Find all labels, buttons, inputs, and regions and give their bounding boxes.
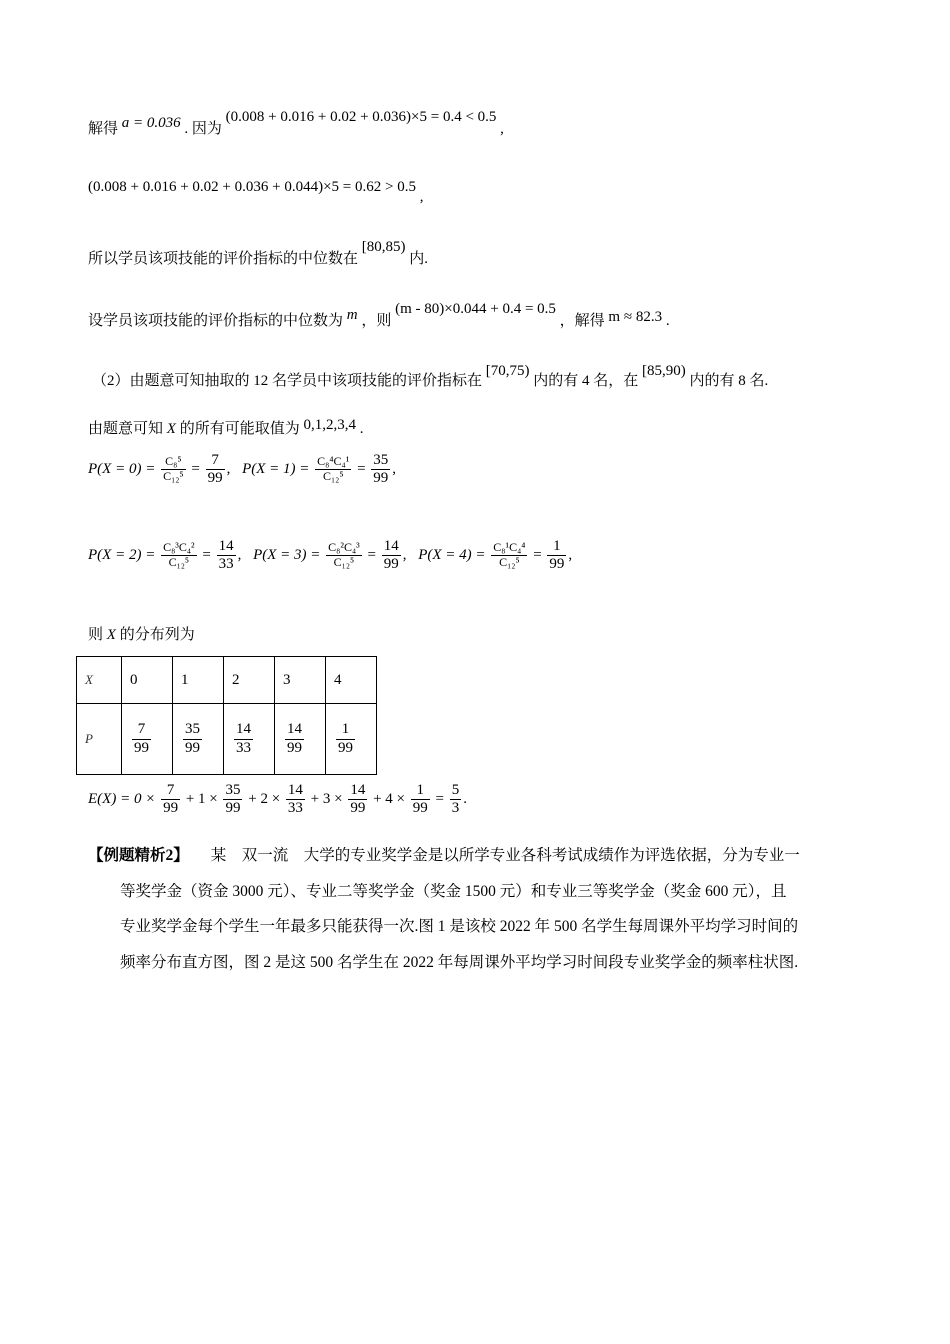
- res-num: 14: [383, 538, 399, 554]
- text: ,: [500, 121, 504, 137]
- expectation-line: [88, 782, 467, 818]
- exp-fraction: [286, 782, 305, 818]
- example-line: 专业奖学金每个学生一年最多只能获得一次.图 1 是该校 2022 年 500 名学生每周课外平均学习时间的: [120, 918, 799, 936]
- exp-op: + 3 ×: [310, 791, 343, 808]
- exp-fraction: [348, 782, 367, 818]
- table-cell-x: 1: [173, 657, 224, 704]
- table-cell-p: [173, 704, 224, 775]
- text: 则: [88, 627, 104, 643]
- table-row-x: [77, 657, 377, 704]
- solution-line-2: [88, 178, 424, 205]
- exp-fraction: [223, 782, 242, 818]
- prob-lhs: P(X = 3) =: [253, 547, 321, 564]
- solution-line-1: [88, 109, 504, 140]
- comb-fraction: [161, 455, 186, 484]
- separator: ,: [237, 547, 242, 564]
- comb-num: C₈⁴C₄¹: [317, 454, 350, 469]
- text: .: [665, 313, 670, 329]
- comb-den: C₁₂⁵: [491, 555, 527, 570]
- res-den: 99: [549, 556, 565, 573]
- p-num: 14: [287, 721, 302, 738]
- text: 由题意可知: [88, 421, 164, 437]
- res-num: 7: [211, 452, 219, 468]
- comb-den: C₁₂⁵: [161, 555, 197, 570]
- text: 内的有 4 名，在: [533, 373, 639, 389]
- values-line: [88, 417, 364, 440]
- prob-lhs: P(X = 4) =: [418, 547, 486, 564]
- text: ，解得: [559, 313, 605, 329]
- p-den: 99: [287, 739, 302, 756]
- res-den: 99: [207, 470, 223, 487]
- solution-line-4: [88, 301, 670, 332]
- probability-row-1: [88, 452, 396, 488]
- separator: ,: [226, 461, 231, 478]
- text: 所以学员该项技能的评价指标的中位数在: [88, 251, 359, 267]
- comb-num: C₈¹C₄⁴: [493, 540, 526, 555]
- exp-num: 14: [350, 782, 366, 798]
- exp-fraction: [161, 782, 180, 818]
- prob-eq-2: P(X = 2) = $\frac{\text{C₈³C₄²}}{\text{C₁₂⁵}}$ = $\frac{14}{33}$ ,: [88, 538, 242, 573]
- math-var: X: [166, 421, 176, 437]
- comb-num: C₈³C₄²: [163, 540, 195, 555]
- separator: ,: [392, 461, 397, 478]
- res-num: 1: [553, 538, 561, 554]
- text: 设学员该项技能的评价指标的中位数为: [88, 313, 344, 329]
- exp-op: + 1 ×: [185, 791, 218, 808]
- text: ，则: [361, 313, 392, 329]
- comb-num: C₈⁵: [165, 454, 182, 469]
- table-cell-p: [275, 704, 326, 775]
- res-den: 99: [373, 470, 389, 487]
- probability-row-2: [88, 538, 572, 574]
- table-cell-p: [122, 704, 173, 775]
- example-first-line: 某 双一流 大学的专业奖学金是以所学专业各科考试成绩作为评选依据，分为专业一: [210, 847, 800, 864]
- table-row-p: [77, 704, 377, 775]
- example-line: 频率分布直方图，图 2 是这 500 名学生在 2022 年每周课外平均学习时间段专业奖学金的频率柱状图.: [120, 953, 799, 971]
- exp-den: 3: [451, 800, 460, 817]
- math-expression: (0.008 + 0.016 + 0.02 + 0.036)×5 = 0.4 < 0.5: [225, 109, 497, 125]
- comb-den: C₁₂⁵: [326, 555, 362, 570]
- exp-den: 99: [163, 800, 179, 817]
- text: 内的有 8 名.: [689, 373, 769, 389]
- prob-lhs: P(X = 0) =: [88, 461, 156, 478]
- exp-den: 99: [350, 800, 366, 817]
- exp-num: 14: [287, 782, 303, 798]
- distribution-intro: [88, 626, 195, 646]
- expectation-lhs: E(X) = 0 ×: [88, 791, 156, 808]
- comb-den: C₁₂⁵: [163, 469, 184, 484]
- math-result: m ≈ 82.3: [608, 309, 663, 325]
- separator: ,: [568, 547, 573, 564]
- math-interval: [80,85): [361, 239, 406, 255]
- prob-lhs: P(X = 2) =: [88, 547, 156, 564]
- text: 的分布列为: [119, 627, 195, 643]
- exp-op: + 4 ×: [373, 791, 405, 808]
- math-var: m: [346, 307, 358, 323]
- exp-den: 99: [412, 800, 428, 817]
- math-interval: [70,75): [485, 363, 530, 379]
- text: .: [359, 421, 364, 437]
- example-line: 等奖学金（资金 3000 元）、专业二等奖学金（奖金 1500 元）和专业三等奖学金（奖金 600 元），且: [120, 882, 787, 900]
- exp-op: + 2 ×: [248, 791, 281, 808]
- text: ,: [419, 189, 424, 205]
- p-num: 7: [137, 721, 146, 738]
- math-expression: (m - 80)×0.044 + 0.4 = 0.5: [395, 301, 556, 317]
- math-var: X: [106, 627, 116, 643]
- text: 的所有可能取值为: [179, 421, 300, 437]
- res-den: 99: [383, 556, 399, 573]
- comb-fraction: [326, 541, 362, 570]
- text: 内.: [409, 251, 429, 267]
- p-den: 99: [338, 739, 353, 756]
- result-fraction: [217, 538, 236, 574]
- math-values: 0,1,2,3,4: [303, 417, 356, 433]
- solution-part-2: [92, 363, 769, 392]
- math-expression: (0.008 + 0.016 + 0.02 + 0.036 + 0.044)×5 = 0.62 > 0.5: [88, 179, 416, 195]
- distribution-table: [76, 656, 377, 775]
- exp-num: 5: [451, 782, 460, 798]
- p-den: 99: [185, 739, 200, 756]
- result-fraction: [371, 452, 390, 488]
- example-2-paragraph: [88, 838, 863, 981]
- table-head-p: P: [77, 704, 122, 775]
- table-cell-p: [224, 704, 275, 775]
- math-a-value: a = 0.036: [121, 115, 181, 131]
- exp-num: 7: [166, 782, 175, 798]
- p-num: 14: [236, 721, 251, 738]
- p-num: 1: [341, 721, 350, 738]
- example-tag: 【例题精析2】: [88, 847, 189, 864]
- prob-eq-0: P(X = 0) = $\frac{\text{C₈⁵}}{\text{C₁₂⁵}}$ = $\frac{7}{99}$ ,: [88, 452, 231, 487]
- res-num: 35: [373, 452, 389, 468]
- exp-fraction: [411, 782, 430, 818]
- comb-fraction: [315, 455, 351, 484]
- exp-num: 1: [416, 782, 424, 798]
- table-cell-x: 3: [275, 657, 326, 704]
- exp-fraction: [450, 782, 462, 818]
- prob-lhs: P(X = 1) =: [242, 461, 310, 478]
- text: . 因为: [184, 121, 222, 137]
- exp-den: 33: [287, 800, 303, 817]
- prob-eq-4: P(X = 4) = $\frac{\text{C₈¹C₄⁴}}{\text{C₁₂⁵}}$ = $\frac{1}{99}$ ,: [418, 538, 573, 573]
- solution-line-3: [88, 239, 429, 270]
- text: （2）由题意可知抽取的 12 名学员中该项技能的评价指标在: [92, 373, 483, 389]
- p-den: 99: [134, 739, 149, 756]
- exp-den: 99: [225, 800, 241, 817]
- p-num: 35: [185, 721, 200, 738]
- result-fraction: [382, 538, 401, 574]
- res-num: 14: [218, 538, 234, 554]
- exp-op: =: [435, 791, 444, 808]
- table-cell-x: 0: [122, 657, 173, 704]
- comb-den: C₁₂⁵: [315, 469, 351, 484]
- table-cell-x: 2: [224, 657, 275, 704]
- table-head-x: X: [77, 657, 122, 704]
- table-cell-p: [326, 704, 377, 775]
- exp-num: 35: [225, 782, 241, 798]
- prob-eq-3: P(X = 3) = $\frac{\text{C₈²C₄³}}{\text{C₁₂⁵}}$ = $\frac{14}{99}$ ,: [253, 538, 407, 573]
- separator: ,: [402, 547, 407, 564]
- comb-fraction: [491, 541, 527, 570]
- result-fraction: [547, 538, 566, 574]
- result-fraction: [206, 452, 225, 488]
- table-cell-x: 4: [326, 657, 377, 704]
- math-interval: [85,90): [642, 363, 686, 379]
- comb-num: C₈²C₄³: [328, 540, 360, 555]
- prob-eq-1: P(X = 1) = $\frac{\text{C₈⁴C₄¹}}{\text{C₁₂⁵}}$ = $\frac{35}{99}$ ,: [242, 452, 397, 487]
- res-den: 33: [218, 556, 234, 573]
- exp-op: .: [463, 791, 467, 808]
- p-den: 33: [236, 739, 251, 756]
- comb-fraction: [161, 541, 197, 570]
- text: 解得: [88, 121, 119, 137]
